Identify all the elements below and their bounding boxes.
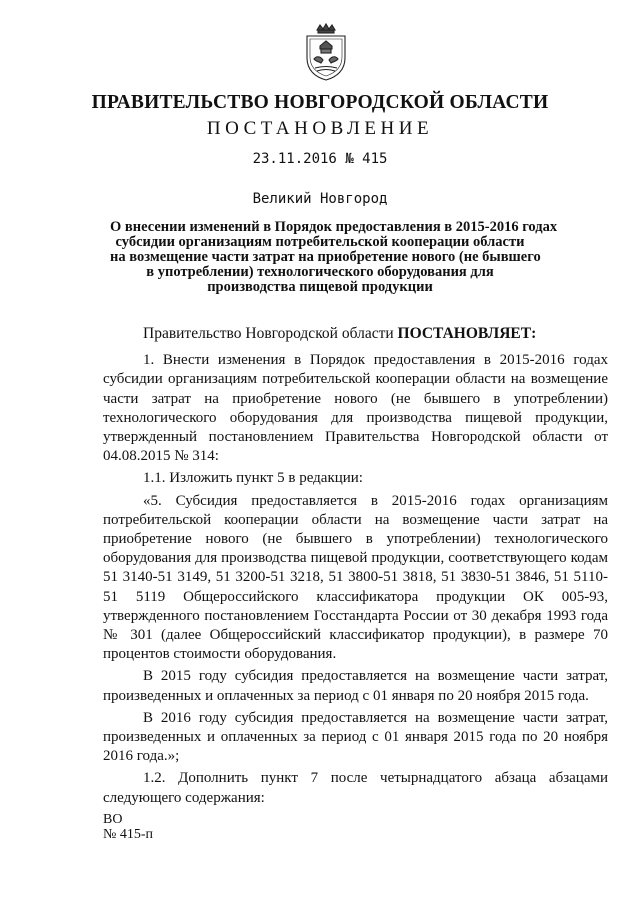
footer-code bbox=[103, 812, 153, 842]
document-type: ПОСТАНОВЛЕНИЕ bbox=[206, 118, 434, 139]
preamble-text: Правительство Новгородской области bbox=[143, 325, 398, 342]
document-date-number: 23.11.2016 № 415 bbox=[252, 151, 388, 167]
city-name: Великий Новгород bbox=[252, 191, 388, 207]
coat-of-arms-emblem bbox=[303, 22, 349, 82]
subject-line: в употреблении) технологического оборудования для bbox=[146, 264, 494, 280]
preamble bbox=[103, 324, 608, 343]
paragraph: «5. Субсидия предоставляется в 2015-2016 годах организациям потребительской кооперации области на возмещение части затрат на приобретение нового (не бывшего в употреблении) технологического оборудования для производства пищевой продукции, соответствующего кодам 51 3140-51 3149, 51 3200-51 3218, 51 3800-51 3818, 51 3830-51 3846, 51 5110-51 5119 Общероссийского классификатора продукции ОК 005-93, утвержденного постановлением Госстандарта России от 30 декабря 1993 года № 301 (далее Общероссийский классификатор продукции), в размере 70 процентов стоимости оборудования. bbox=[103, 492, 608, 663]
footer-initials: ВО bbox=[103, 812, 123, 827]
subject-line: субсидии организациям потребительской кооперации области bbox=[115, 234, 525, 250]
document-body bbox=[103, 324, 608, 808]
paragraph: 1.1. Изложить пункт 5 в редакции: bbox=[143, 470, 363, 487]
paragraph: 1.2. Дополнить пункт 7 после четырнадцатого абзаца абзацами следующего содержания: bbox=[103, 770, 608, 806]
footer-number: № 415-п bbox=[103, 827, 154, 842]
subject-line: производства пищевой продукции bbox=[207, 279, 433, 295]
paragraph: В 2015 году субсидия предоставляется на возмещение части затрат, произведенных и оплаченных за период с 01 января по 20 ноября 2015 года. bbox=[103, 668, 608, 704]
organization-title: ПРАВИТЕЛЬСТВО НОВГОРОДСКОЙ ОБЛАСТИ bbox=[91, 92, 549, 113]
subject-line: на возмещение части затрат на приобретение нового (не бывшего bbox=[110, 249, 541, 265]
paragraph: 1. Внести изменения в Порядок предоставления в 2015-2016 годах субсидии организациям потребительской кооперации области на возмещение части затрат на приобретение нового (не бывшего в употреблении) технологического оборудования для производства пищевой продукции, утвержденный постановлением Правительства Новгородской области от 04.08.2015 № 314: bbox=[103, 352, 608, 465]
paragraph: В 2016 году субсидия предоставляется на возмещение части затрат, произведенных и оплаченных за период с 01 января 2015 года по 20 ноября 2016 года.»; bbox=[103, 709, 608, 765]
document-subject bbox=[110, 219, 558, 295]
subject-line: О внесении изменений в Порядок предоставления в 2015-2016 годах bbox=[110, 219, 558, 235]
preamble-decree: ПОСТАНОВЛЯЕТ: bbox=[397, 325, 537, 342]
